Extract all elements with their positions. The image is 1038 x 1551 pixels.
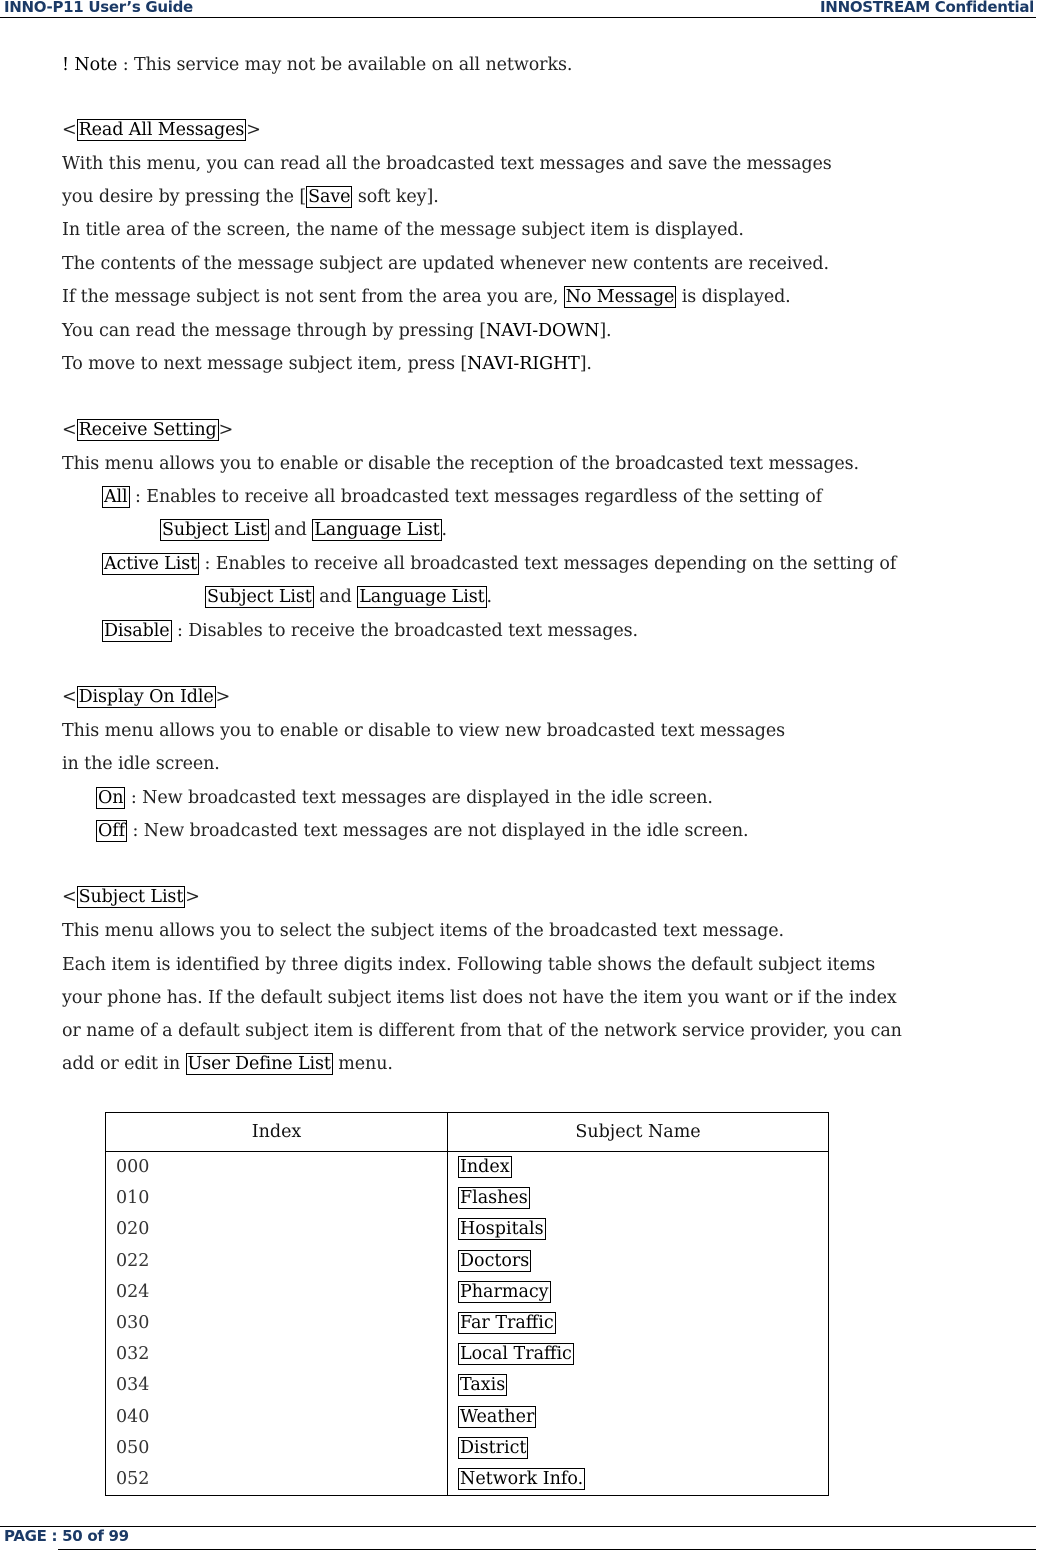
table-header-row [106,1113,829,1152]
menu-user-define-list: User Define List [187,1054,331,1074]
menu-read-all-messages: Read All Messages [78,120,245,140]
table-cell-subject [448,1402,828,1433]
header-confidential: INNOSTREAM Confidential [820,0,1034,16]
read-all-line4: The contents of the message subject are updated whenever new contents are received. [62,254,829,274]
menu-language-list-ref: Language List [314,520,440,540]
text: : New broadcasted text messages are not displayed in the idle screen. [127,821,749,841]
receive-disable-line [102,620,638,642]
display-idle-line2: in the idle screen. [62,754,220,774]
receive-active-line [102,553,896,575]
note-label: ! Note [62,55,118,75]
option-off: Off [98,821,126,841]
display-idle-line1: This menu allows you to enable or disable to view new broadcasted text messages [62,721,786,741]
table-cell-index: 032 [116,1344,150,1365]
receive-intro: This menu allows you to enable or disable the reception of the broadcasted text messages. [62,454,859,474]
text: menu. [332,1054,393,1074]
note-line [62,54,572,76]
text: is displayed. [676,287,791,307]
label-no-message: No Message [565,287,675,307]
display-idle-off-line [96,820,748,842]
table-cell-subject [448,1339,828,1370]
note-text: : This service may not be available on all networks. [117,55,573,75]
table-cell-subject [448,1464,828,1495]
read-all-line6 [62,320,612,342]
menu-display-on-idle: Display On Idle [78,687,214,707]
subject-list-line3: your phone has. If the default subject items list does not have the item you want or if the index [62,988,897,1008]
menu-language-list-ref: Language List [359,587,485,607]
subject-name: District [460,1437,527,1458]
table-cell-index: 030 [116,1312,150,1333]
page-number: PAGE : 50 of 99 [4,1527,129,1545]
menu-subject-list-ref: Subject List [162,520,267,540]
subject-name: Index [460,1157,510,1177]
table-cell-index: 020 [116,1219,150,1240]
header-doc-title: INNO-P11 User’s Guide [4,0,193,16]
subject-name: Network Info. [460,1468,584,1489]
footer-rule-bottom [58,1549,1036,1550]
text: : Enables to receive all broadcasted text messages regardless of the setting of [129,487,823,507]
table-cell-subject [448,1277,828,1308]
index-column [106,1152,448,1496]
key-navi-right: NAVI-RIGHT [467,354,580,374]
text: and [313,587,358,607]
column-header-subject-name: Subject Name [448,1113,829,1152]
subject-list-line1: This menu allows you to select the subject items of the broadcasted text message. [62,921,785,941]
table-cell-index: 010 [116,1188,150,1209]
subject-name: Flashes [460,1188,528,1209]
option-all: All [104,487,128,507]
text: ]. [579,354,592,374]
text: soft key]. [352,187,439,207]
table-cell-subject [448,1246,828,1277]
menu-receive-setting: Receive Setting [78,420,217,440]
table-cell-subject [448,1152,828,1183]
read-all-line5 [62,286,791,308]
column-header-index: Index [106,1113,448,1152]
read-all-line1: With this menu, you can read all the broadcasted text messages and save the messages [62,154,832,174]
table-cell-index: 052 [116,1468,150,1489]
receive-active-line2 [205,586,492,608]
read-all-line7 [62,353,592,375]
subject-name: Taxis [460,1375,506,1396]
receive-all-line [102,486,822,508]
page-header [0,0,1036,18]
read-all-line3: In title area of the screen, the name of the message subject item is displayed. [62,220,744,240]
text: : Disables to receive the broadcasted text messages. [171,621,639,641]
display-idle-on-line [96,787,713,809]
subject-name: Doctors [460,1250,530,1271]
section-heading-receive-setting: < Receive Setting > [62,420,234,440]
receive-all-line2 [160,519,447,541]
table-cell-index: 034 [116,1375,150,1396]
softkey-save: Save [308,187,351,207]
subject-name: Local Traffic [460,1344,572,1365]
subject-name: Weather [460,1406,535,1427]
option-on: On [98,788,124,808]
footer-rule-top [0,1526,1036,1527]
table-cell-index: 024 [116,1281,150,1302]
text: If the message subject is not sent from the area you are, [62,287,564,307]
subject-list-line2: Each item is identified by three digits index. Following table shows the default subject items [62,955,876,975]
option-disable: Disable [104,621,170,641]
subject-list-line4: or name of a default subject item is different from that of the network service provider, you can [62,1021,902,1041]
subject-name-column [448,1152,829,1496]
section-heading-subject-list: < Subject List > [62,887,200,907]
read-all-line2 [62,186,439,208]
section-heading-read-all: < Read All Messages > [62,120,261,140]
text: you desire by pressing the [ [62,187,307,207]
subject-list-line5 [62,1053,393,1075]
table-cell-index: 022 [116,1250,150,1271]
table-cell-subject [448,1214,828,1245]
table-cell-subject [448,1183,828,1214]
subject-table [105,1112,829,1496]
text: and [268,520,313,540]
text: : Enables to receive all broadcasted text messages depending on the setting of [199,554,897,574]
text: You can read the message through by pressing [ [62,321,486,341]
menu-subject-list: Subject List [78,887,184,907]
text: : New broadcasted text messages are displayed in the idle screen. [125,788,713,808]
table-cell-index: 040 [116,1406,150,1427]
text: . [486,587,492,607]
option-active-list: Active List [104,554,198,574]
table-cell-subject [448,1370,828,1401]
table-cell-index: 000 [116,1157,150,1177]
table-body-row [106,1152,829,1496]
table-cell-subject [448,1433,828,1464]
section-heading-display-on-idle: < Display On Idle > [62,687,231,707]
table-cell-subject [448,1308,828,1339]
text: To move to next message subject item, press [ [62,354,468,374]
subject-name: Pharmacy [460,1281,549,1302]
text: ]. [599,321,612,341]
text: . [441,520,447,540]
subject-name: Far Traffic [460,1312,554,1333]
menu-subject-list-ref: Subject List [207,587,312,607]
text: add or edit in [62,1054,186,1074]
key-navi-down: NAVI-DOWN [486,321,600,341]
table-cell-index: 050 [116,1437,150,1458]
subject-name: Hospitals [460,1219,544,1240]
